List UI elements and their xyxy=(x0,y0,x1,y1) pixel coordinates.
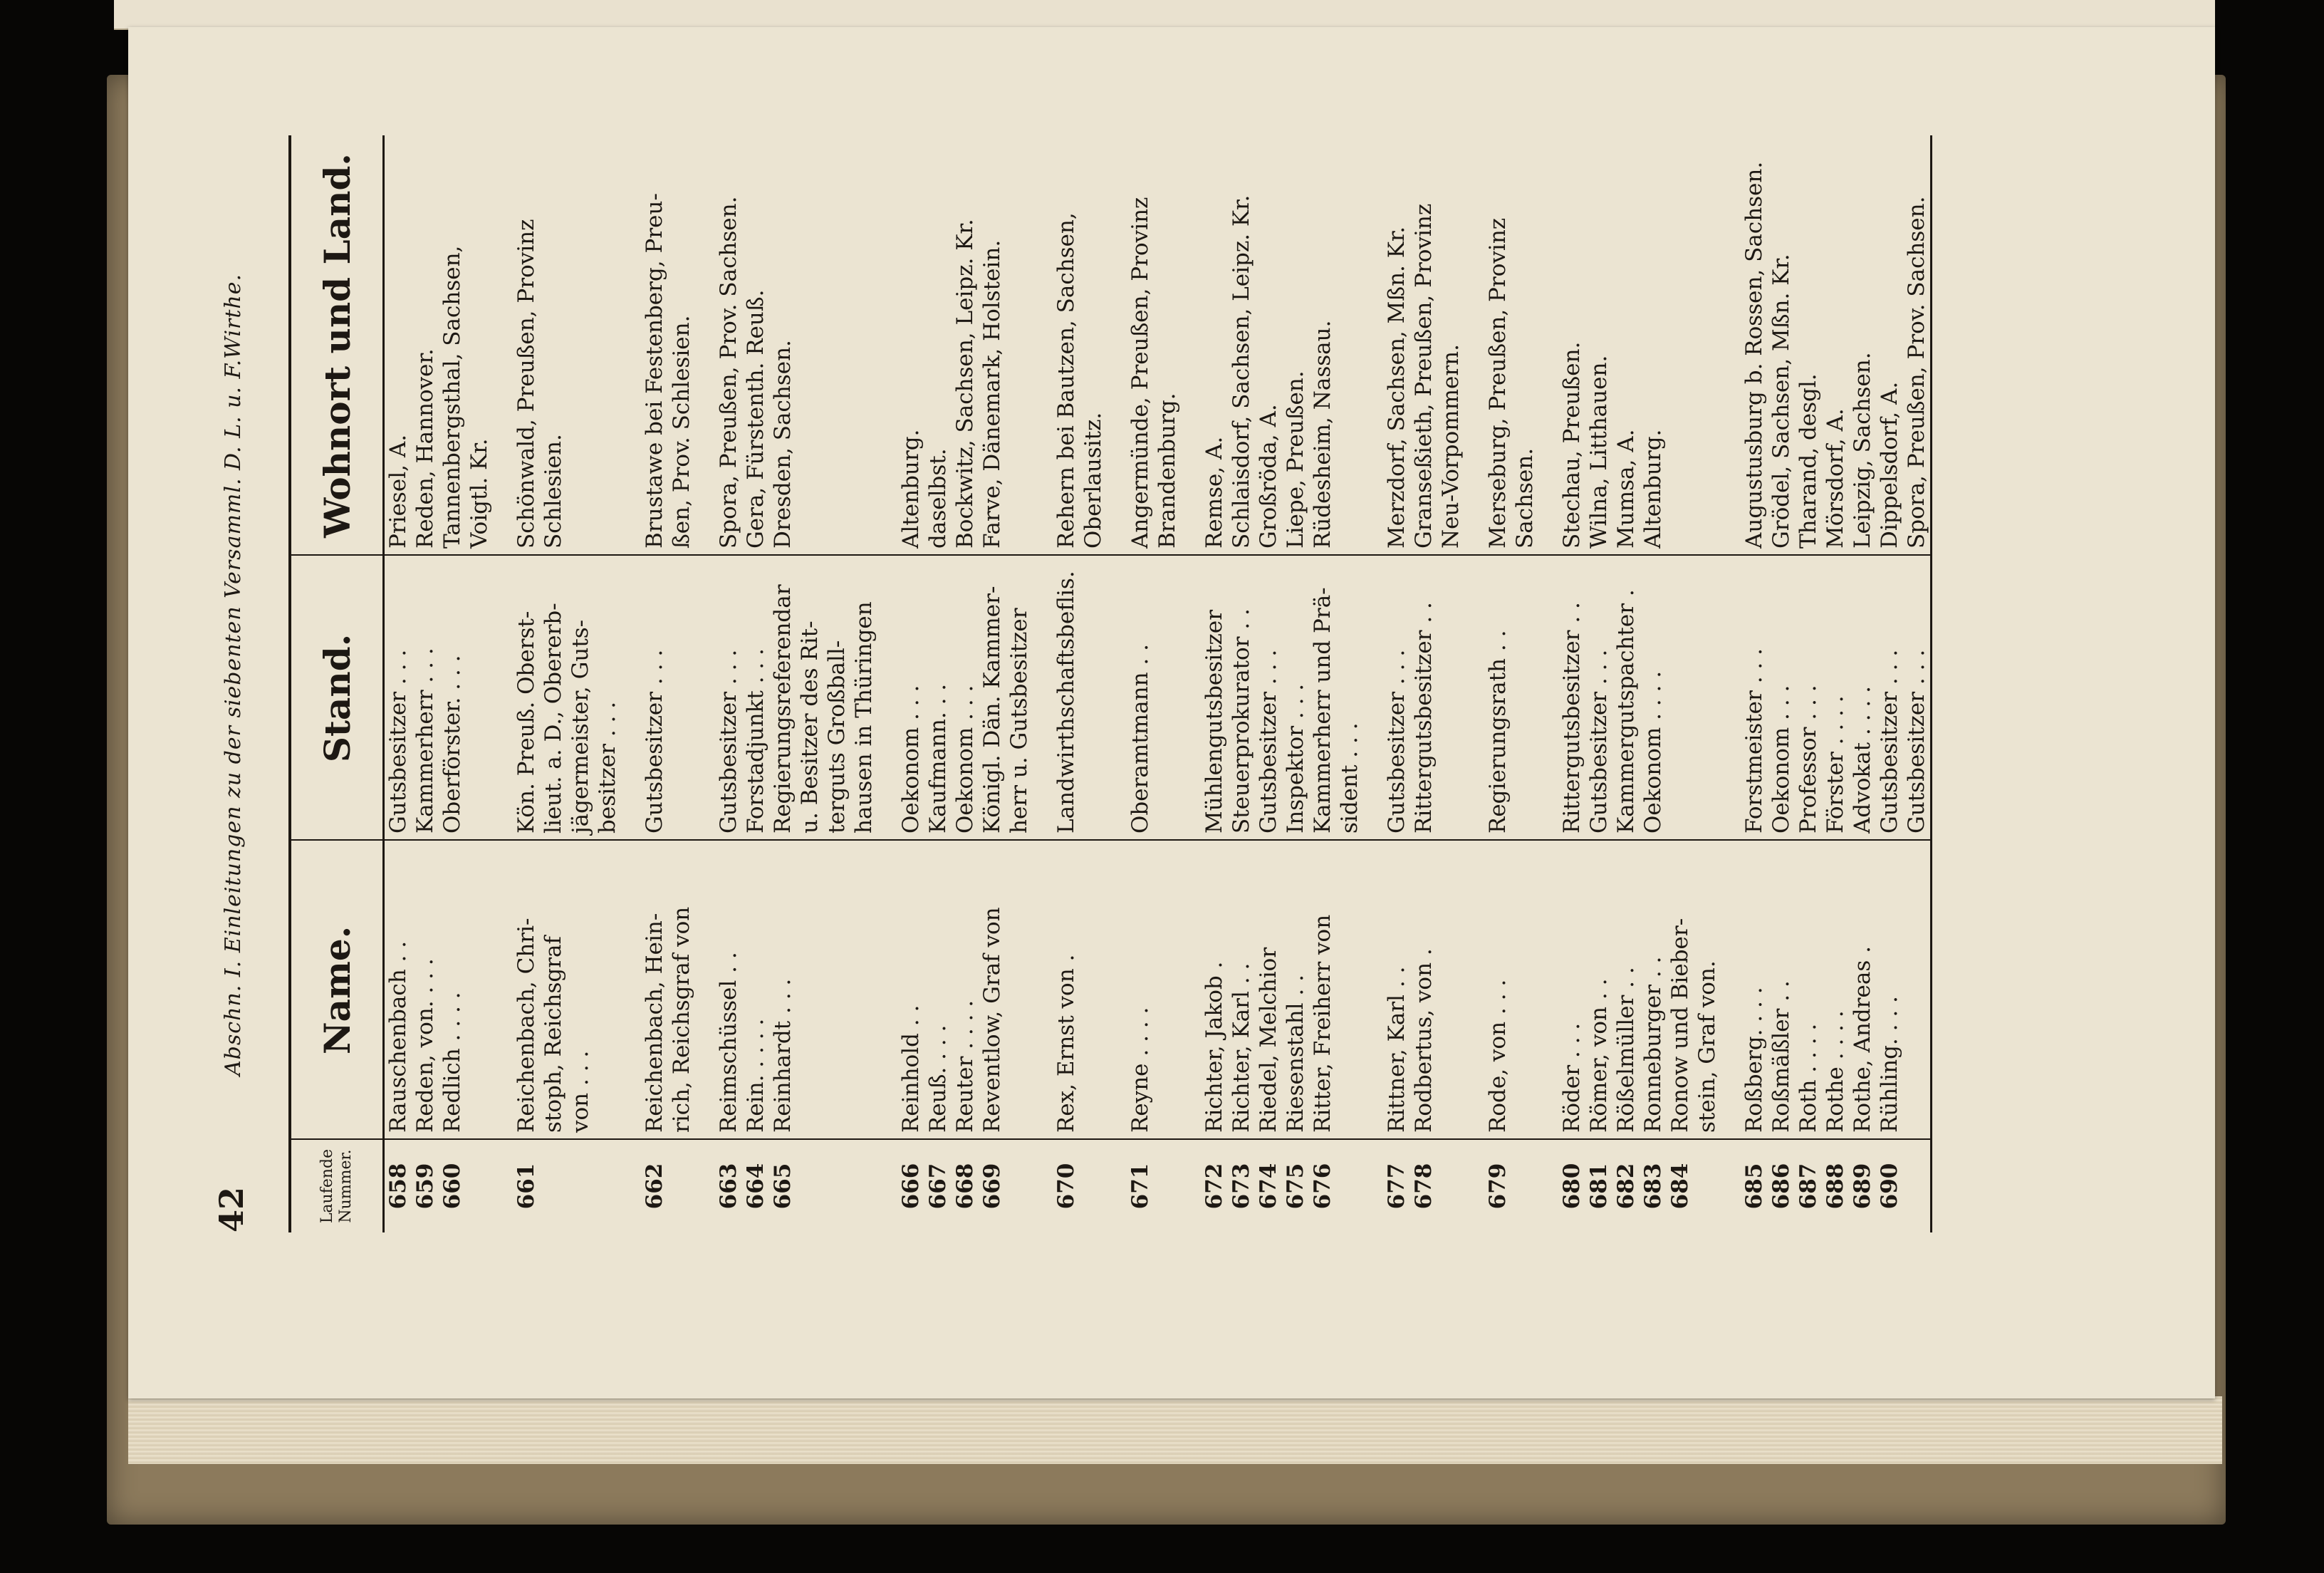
row-number: 667 xyxy=(925,1163,951,1210)
row-spacer xyxy=(1363,841,1383,1140)
row-wohnort: Augustusburg b. Rossen, Sachsen. xyxy=(1741,161,1767,549)
row-wohnort: Granseßieth, Preußen, Provinz Neu-Vorpommern. xyxy=(1411,203,1464,549)
row-spacer xyxy=(695,135,715,556)
row-spacer xyxy=(1033,556,1053,841)
row-number: 672 xyxy=(1202,1163,1227,1210)
row-name: Ronow und Bieber- stein, Graf von. xyxy=(1667,918,1720,1133)
row-stand: Kammergutspachter . xyxy=(1613,589,1639,834)
row-number: 690 xyxy=(1877,1163,1902,1210)
row-stand: Oekonom . . . xyxy=(952,685,978,834)
row-stand: Regierungsreferendar u. Besitzer des Rit- terguts Großball- hausen in Thüringen xyxy=(770,584,877,834)
running-head: Abschn. I. Einleitungen zu der siebenten Versamml. D. L. u. F.Wirthe. xyxy=(221,273,246,1076)
row-number: 686 xyxy=(1768,1163,1794,1210)
row-wohnort: Leipzig, Sachsen. xyxy=(1850,352,1875,549)
row-stand: Gutsbesitzer . . . xyxy=(1877,649,1902,834)
row-name: Reimschüssel . . xyxy=(716,952,741,1133)
row-spacer xyxy=(1181,841,1201,1140)
row-wohnort: Grödel, Sachsen, Mßn. Kr. xyxy=(1768,254,1794,549)
row-spacer xyxy=(1181,556,1201,841)
row-spacer xyxy=(621,556,641,841)
row-wohnort: Dresden, Sachsen. xyxy=(770,340,796,549)
row-name: Röder . . . xyxy=(1559,1022,1585,1133)
table-header xyxy=(291,135,385,1232)
row-name: Roth . . . . xyxy=(1796,1023,1821,1133)
row-number: 661 xyxy=(514,1163,539,1210)
row-name: Rößelmüller . . xyxy=(1613,967,1639,1133)
row-wohnort: Tannenbergsthal, Sachsen, Voigtl. Kr. xyxy=(439,245,492,549)
row-stand: Oberamtmann . . xyxy=(1127,644,1153,834)
row-number: 676 xyxy=(1310,1163,1335,1210)
header-stand: Stand. xyxy=(316,633,358,763)
row-spacer xyxy=(493,841,513,1140)
row-spacer xyxy=(1107,556,1127,841)
row-name: Reuter . . . . xyxy=(952,1000,978,1133)
row-spacer xyxy=(1363,556,1383,841)
row-wohnort: Schlaisdorf, Sachsen, Leipz. Kr. xyxy=(1229,194,1254,549)
row-spacer xyxy=(621,841,641,1140)
row-stand: Gutsbesitzer . . . xyxy=(1256,649,1281,834)
row-spacer xyxy=(1464,556,1484,841)
header-number: Laufende Nummer. xyxy=(318,1148,355,1224)
row-wohnort: Tharand, desgl. xyxy=(1796,373,1821,549)
row-spacer xyxy=(1538,1140,1558,1232)
row-name: Ronneburger . . xyxy=(1640,956,1666,1133)
row-number: 688 xyxy=(1823,1163,1848,1210)
row-wohnort: Stechau, Preußen. xyxy=(1559,341,1585,549)
row-stand: Gutsbesitzer . . . xyxy=(385,649,411,834)
row-stand: Gutsbesitzer . . . xyxy=(716,649,741,834)
row-wohnort: Bockwitz, Sachsen, Leipz. Kr. xyxy=(952,219,978,549)
row-number: 689 xyxy=(1850,1163,1875,1210)
row-name: Reinhardt . . . xyxy=(770,978,796,1133)
row-spacer xyxy=(1464,1140,1484,1232)
row-name: Richter, Karl . . xyxy=(1229,962,1254,1133)
row-number: 680 xyxy=(1559,1163,1585,1210)
row-spacer xyxy=(695,841,715,1140)
row-wohnort: Mumsa, A. xyxy=(1613,429,1639,549)
header-name: Name. xyxy=(316,925,358,1055)
row-spacer xyxy=(493,135,513,556)
row-wohnort: Reden, Hannover. xyxy=(412,348,438,549)
row-number: 663 xyxy=(716,1163,741,1210)
row-spacer xyxy=(621,1140,641,1232)
row-spacer xyxy=(493,556,513,841)
header-wohnort: Wohnort und Land. xyxy=(316,153,358,538)
row-wohnort: Schönwald, Preußen, Provinz Schlesien. xyxy=(514,219,566,549)
row-stand: Rittergutsbesitzer . . xyxy=(1411,602,1437,834)
row-spacer xyxy=(1107,135,1127,556)
row-spacer xyxy=(1538,135,1558,556)
row-wohnort: Mörsdorf, A. xyxy=(1823,408,1848,549)
row-number: 669 xyxy=(979,1163,1005,1210)
rotated-page-content xyxy=(199,135,1994,1232)
row-wohnort xyxy=(1667,135,1721,556)
members-table xyxy=(288,135,1932,1232)
row-stand: Kaufmann. . . xyxy=(925,683,951,834)
row-number: 665 xyxy=(770,1163,796,1210)
row-name: Reichenbach, Chri- stoph, Reichsgraf von . . . xyxy=(514,918,593,1133)
row-stand: Gutsbesitzer . . . xyxy=(642,649,667,834)
row-stand: Mühlengutsbesitzer xyxy=(1202,609,1227,834)
row-spacer xyxy=(877,841,897,1140)
row-spacer xyxy=(1107,841,1127,1140)
row-wohnort: Großröda, A. xyxy=(1256,404,1281,549)
row-name: Rode, von . . . xyxy=(1485,979,1511,1133)
row-name: Reventlow, Graf von xyxy=(979,907,1005,1133)
row-spacer xyxy=(1721,841,1741,1140)
row-stand: Gutsbesitzer . . . xyxy=(1904,649,1929,834)
row-spacer xyxy=(877,135,897,556)
row-number: 658 xyxy=(385,1163,411,1210)
row-name: Riedel, Melchior xyxy=(1256,947,1281,1133)
row-name: Riesenstahl . . xyxy=(1283,975,1308,1133)
row-stand: Oekonom . . . xyxy=(898,685,924,834)
row-number: 668 xyxy=(952,1163,978,1210)
row-wohnort: Merseburg, Preußen, Provinz Sachsen. xyxy=(1485,217,1538,549)
row-number: 664 xyxy=(743,1163,768,1210)
row-stand: Förster . . . . xyxy=(1823,695,1848,834)
row-wohnort: Priesel, A. xyxy=(385,434,411,549)
row-name: Ritter, Freiherr von xyxy=(1310,914,1335,1133)
row-name: Rothe . . . . xyxy=(1823,1010,1848,1133)
row-name: Roßberg. . . . xyxy=(1741,987,1767,1133)
row-number: 687 xyxy=(1796,1163,1821,1210)
row-number: 662 xyxy=(642,1163,667,1210)
row-spacer xyxy=(1181,1140,1201,1232)
row-spacer xyxy=(695,1140,715,1232)
table-body xyxy=(385,135,1932,1232)
row-wohnort: Brustawe bei Festenberg, Preu- ßen, Prov. Schlesien. xyxy=(642,193,694,549)
row-wohnort: daselbst. xyxy=(925,448,951,549)
row-stand: Oekonom . . . xyxy=(1768,685,1794,834)
row-spacer xyxy=(1721,135,1741,556)
row-wohnort: Remse, A. xyxy=(1202,436,1227,549)
row-number: 673 xyxy=(1229,1163,1254,1210)
row-spacer xyxy=(1181,135,1201,556)
row-spacer xyxy=(1464,135,1484,556)
row-spacer xyxy=(1464,841,1484,1140)
row-number: 677 xyxy=(1384,1163,1409,1210)
row-stand: Kön. Preuß. Oberst- lieut. a. D., Obererb- jägermeister, Guts- besitzer . . . xyxy=(514,603,620,834)
row-name xyxy=(1903,841,1930,1140)
row-spacer xyxy=(621,135,641,556)
row-spacer xyxy=(877,556,897,841)
row-number: 659 xyxy=(412,1163,438,1210)
row-name: Reuß. . . . xyxy=(925,1024,951,1133)
row-wohnort: Spora, Preußen, Prov. Sachsen. xyxy=(1904,196,1929,549)
row-spacer xyxy=(1107,1140,1127,1232)
column-divider xyxy=(291,1138,1930,1140)
row-name: Rein. . . . . xyxy=(743,1018,768,1133)
row-name: Reden, von. . . . xyxy=(412,958,438,1133)
row-stand: Kammerherr und Prä- sident . . . xyxy=(1310,587,1362,834)
row-wohnort: Spora, Preußen, Prov. Sachsen. xyxy=(716,196,741,549)
row-wohnort: Liepe, Preußen. xyxy=(1283,370,1308,549)
row-name: Reinhold . . xyxy=(898,1004,924,1133)
row-wohnort: Dippelsdorf, A. xyxy=(1877,381,1902,549)
row-stand: Rittergutsbesitzer . . xyxy=(1559,602,1585,834)
row-number: 684 xyxy=(1667,1163,1693,1210)
row-spacer xyxy=(1721,1140,1741,1232)
row-wohnort: Altenburg. xyxy=(1640,429,1666,549)
row-stand: Landwirthschaftsbeflis. xyxy=(1053,571,1079,834)
row-wohnort: Wilna, Litthauen. xyxy=(1586,355,1612,549)
row-wohnort: Rüdesheim, Nassau. xyxy=(1310,320,1335,549)
column-divider xyxy=(291,554,1930,556)
row-name: Reichenbach, Hein- rich, Reichsgraf von xyxy=(642,906,694,1133)
row-number: 670 xyxy=(1053,1163,1079,1210)
row-name: Rex, Ernst von . xyxy=(1053,954,1079,1133)
row-spacer xyxy=(1538,841,1558,1140)
row-wohnort: Altenburg. xyxy=(898,429,924,549)
row-stand: Gutsbesitzer . . . xyxy=(1384,649,1409,834)
row-number: 681 xyxy=(1586,1163,1612,1210)
row-number: 679 xyxy=(1485,1163,1511,1210)
row-name: Richter, Jakob . xyxy=(1202,961,1227,1133)
row-spacer xyxy=(493,1140,513,1232)
row-stand: Oekonom . . . . xyxy=(1640,670,1666,834)
row-name: Rodbertus, von . xyxy=(1411,948,1437,1133)
page-number: 42 xyxy=(212,1186,251,1232)
row-stand xyxy=(1667,556,1721,841)
row-wohnort: Merzdorf, Sachsen, Mßn. Kr. xyxy=(1384,226,1409,549)
row-name: Rittner, Karl . . xyxy=(1384,966,1409,1133)
row-number: 678 xyxy=(1411,1163,1437,1210)
row-stand: Steuerprokurator . . xyxy=(1229,608,1254,834)
row-stand: Inspektor . . . xyxy=(1283,683,1308,834)
row-number: 674 xyxy=(1256,1163,1281,1210)
row-number: 666 xyxy=(898,1163,924,1210)
row-wohnort: Farve, Dänemark, Holstein. xyxy=(979,239,1005,549)
row-spacer xyxy=(1363,1140,1383,1232)
row-name: Reyne . . . . xyxy=(1127,1007,1153,1133)
row-stand: Königl. Dän. Kammer- herr u. Gutsbesitzer xyxy=(979,586,1032,834)
row-name: Rauschenbach . . xyxy=(385,940,411,1133)
page-block-edge xyxy=(128,1396,2222,1464)
row-stand: Oberförster. . . . xyxy=(439,655,465,834)
row-spacer xyxy=(1363,135,1383,556)
row-wohnort: Gera, Fürstenth. Reuß. xyxy=(743,289,768,549)
row-number: 671 xyxy=(1127,1163,1153,1210)
row-spacer xyxy=(695,556,715,841)
row-stand: Regierungsrath . . xyxy=(1485,630,1511,834)
row-name: Redlich . . . . xyxy=(439,992,465,1133)
row-number: 660 xyxy=(439,1163,465,1210)
row-stand: Gutsbesitzer . . . xyxy=(1586,649,1612,834)
row-stand: Forstadjunkt . . . xyxy=(743,648,768,834)
row-stand: Forstmeister . . . xyxy=(1741,648,1767,834)
row-stand: Advokat . . . . xyxy=(1850,686,1875,834)
row-name: Rothe, Andreas . xyxy=(1850,946,1875,1133)
row-wohnort: Angermünde, Preußen, Provinz Brandenburg. xyxy=(1127,197,1180,549)
row-spacer xyxy=(1033,841,1053,1140)
page-header xyxy=(199,135,249,1232)
row-number: 683 xyxy=(1640,1163,1666,1210)
row-name: Rühling. . . . xyxy=(1877,996,1902,1133)
row-number: 685 xyxy=(1741,1163,1767,1210)
row-stand: Kammerherr . . . xyxy=(412,648,438,834)
row-stand: Professor . . . xyxy=(1796,685,1821,834)
row-spacer xyxy=(1721,556,1741,841)
row-spacer xyxy=(1538,556,1558,841)
row-spacer xyxy=(1033,1140,1053,1232)
row-number: 682 xyxy=(1613,1163,1639,1210)
row-name: Roßmäßler . . xyxy=(1768,980,1794,1133)
row-spacer xyxy=(877,1140,897,1232)
row-number: 675 xyxy=(1283,1163,1308,1210)
row-wohnort: Rehern bei Bautzen, Sachsen, Oberlausitz. xyxy=(1053,212,1106,549)
row-name: Römer, von . . xyxy=(1586,978,1612,1133)
column-divider xyxy=(291,839,1930,841)
row-spacer xyxy=(1033,135,1053,556)
row-number xyxy=(1903,1140,1930,1232)
facing-page-edge xyxy=(114,0,2215,30)
